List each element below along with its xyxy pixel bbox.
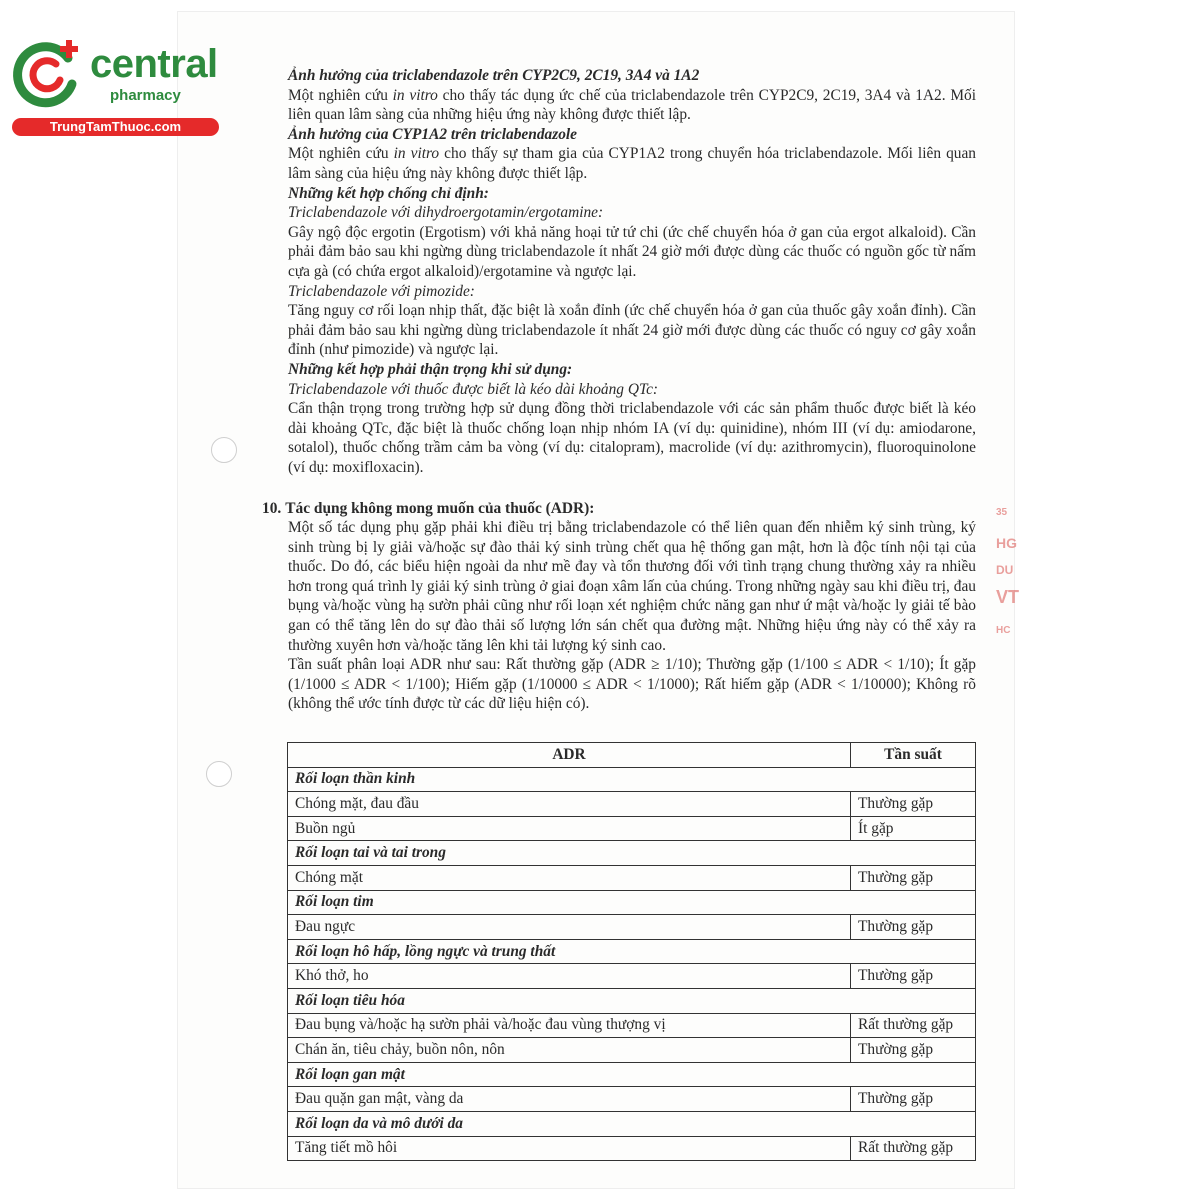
frequency-cell: Thường gặp (851, 1087, 976, 1112)
frequency-cell: Rất thường gặp (851, 1136, 976, 1161)
adr-table (287, 742, 976, 1161)
paragraph (288, 144, 976, 183)
italic-term: in vitro (393, 145, 440, 163)
stamp-fragment: 35 (996, 507, 1008, 518)
category-label: Rối loạn hô hấp, lồng ngực và trung thất (288, 939, 976, 964)
adr-cell: Tăng tiết mồ hôi (288, 1136, 851, 1161)
table-row (288, 1038, 976, 1063)
category-row (288, 1111, 976, 1136)
category-label: Rối loạn tiêu hóa (288, 988, 976, 1013)
table-row (288, 1136, 976, 1161)
interaction-title: Triclabendazole với thuốc được biết là kéo dài khoảng QTc: (288, 380, 659, 398)
category-row (288, 1062, 976, 1087)
logo-sub: pharmacy (110, 87, 181, 104)
adr-cell: Buồn ngủ (288, 816, 851, 841)
table-row (288, 1087, 976, 1112)
table-row (288, 915, 976, 940)
category-label: Rối loạn thần kinh (288, 767, 976, 792)
paragraph: Tăng nguy cơ rối loạn nhịp thất, đặc biệt là xoắn đỉnh (ức chế chuyển hóa ở gan của thuốc gây xoắn đỉnh). Cần phải đảm bảo sau khi ngừng dùng triclabendazole ít nhất 24 giờ mới được dùng các thuốc có nguy cơ gây xoắn đỉnh (như pimozide) và ngược lại. (288, 302, 976, 359)
logo-mark-icon (10, 36, 84, 110)
section-number: 10. (262, 500, 282, 517)
category-label: Rối loạn tai và tai trong (288, 841, 976, 866)
table-row (288, 792, 976, 817)
table-row (288, 964, 976, 989)
adr-cell: Đau bụng và/hoặc hạ sườn phải và/hoặc đau vùng thượng vị (288, 1013, 851, 1038)
paragraph-text: Một nghiên cứu (288, 145, 394, 163)
adr-cell: Chóng mặt, đau đầu (288, 792, 851, 817)
col-header-adr: ADR (288, 743, 851, 768)
table-row (288, 816, 976, 841)
side-stamp (996, 495, 1018, 655)
punch-hole (211, 437, 237, 463)
category-row (288, 988, 976, 1013)
frequency-cell: Thường gặp (851, 1038, 976, 1063)
punch-hole (206, 761, 232, 787)
frequency-cell: Ít gặp (851, 816, 976, 841)
category-label: Rối loạn tim (288, 890, 976, 915)
subheading: Ảnh hưởng của CYP1A2 trên triclabendazole (288, 125, 577, 143)
logo-brand: central (90, 42, 218, 86)
frequency-cell: Thường gặp (851, 865, 976, 890)
frequency-cell: Thường gặp (851, 792, 976, 817)
frequency-cell: Thường gặp (851, 915, 976, 940)
interaction-title: Triclabendazole với dihydroergotamin/ergotamine: (288, 204, 604, 222)
category-row (288, 939, 976, 964)
subheading: Ảnh hưởng của triclabendazole trên CYP2C9, 2C19, 3A4 và 1A2 (288, 67, 700, 84)
frequency-cell: Rất thường gặp (851, 1013, 976, 1038)
paragraph-text: Một nghiên cứu (288, 86, 393, 104)
subheading: Những kết hợp phải thận trọng khi sử dụng: (288, 360, 573, 378)
table-row (288, 865, 976, 890)
paragraph: Cẩn thận trọng trong trường hợp sử dụng đồng thời triclabendazole với các sản phẩm thuốc được biết là kéo dài khoảng QTc, đặc biệt là thuốc chống loạn nhịp nhóm IA (ví dụ: quinidine), nhóm III (ví dụ: amiodarone, sotalol), thuốc chống trầm cảm ba vòng (ví dụ: citalopram), macrolide (ví dụ: azithromycin), fluoroquinolone (ví dụ: moxifloxacin). (288, 400, 976, 476)
category-row (288, 767, 976, 792)
adr-cell: Đau quặn gan mật, vàng da (288, 1087, 851, 1112)
stamp-fragment: DU (996, 563, 1014, 577)
frequency-cell: Thường gặp (851, 964, 976, 989)
paragraph-text: cho thấy sự tham gia của CYP1A2 trong chuyển hóa triclabendazole. Mối liên quan lâm sàng của hiệu ứng này không được thiết lập. (288, 145, 976, 182)
logo-site-url[interactable]: TrungTamThuoc.com (12, 118, 219, 136)
section-heading (262, 500, 598, 518)
interaction-title: Triclabendazole với pimozide: (288, 282, 475, 300)
stamp-fragment: HC (996, 625, 1011, 636)
subheading: Những kết hợp chống chỉ định: (288, 184, 489, 202)
stamp-fragment: VT (996, 587, 1020, 607)
adr-cell: Chóng mặt (288, 865, 851, 890)
paragraph (288, 86, 976, 125)
adr-cell: Khó thở, ho (288, 964, 851, 989)
paragraph: Một số tác dụng phụ gặp phải khi điều trị bằng triclabendazole có thể liên quan đến nhiễm ký sinh trùng, ký sinh trùng bị ly giải và/hoặc sự đào thải ký sinh trùng chết qua hệ thống gan mật, hơn là độc tính nội tại của thuốc. Do đó, các biểu hiện ngoài da như mề đay và tổn thương đối với tình trạng chung thường xảy ra nhiều hơn trong quá trình ly giải ký sinh trùng ở giai đoạn xâm lấn của chúng. Trong những ngày sau khi điều trị, đau bụng và/hoặc vùng hạ sườn phải cũng như rối loạn xét nghiệm chức năng gan như ứ mật và/hoặc ly giải tế bào gan có thể tăng lên do sự đào thải số lượng lớn sán chết qua đường mật. Những hiệu ứng này có thể xảy ra thường xuyên hơn và/hoặc tăng lên khi tải lượng ký sinh cao. (288, 519, 976, 654)
category-row (288, 841, 976, 866)
category-row (288, 890, 976, 915)
category-label: Rối loạn da và mô dưới da (288, 1111, 976, 1136)
italic-term: in vitro (392, 86, 438, 104)
adr-cell: Đau ngực (288, 915, 851, 940)
col-header-frequency: Tần suất (851, 743, 976, 768)
adr-cell: Chán ăn, tiêu chảy, buồn nôn, nôn (288, 1038, 851, 1063)
paragraph-text: cho thấy tác dụng ức chế của triclabendazole trên CYP2C9, 2C19, 3A4 và 1A2. Mối liên quan lâm sàng của những hiệu ứng này không được thiết lập. (288, 86, 976, 124)
adr-intro-text (288, 518, 976, 714)
interactions-text (288, 66, 976, 477)
section-title: Tác dụng không mong muốn của thuốc (ADR): (285, 500, 595, 517)
stamp-fragment: HG (996, 535, 1017, 551)
category-label: Rối loạn gan mật (288, 1062, 976, 1087)
paragraph: Tần suất phân loại ADR như sau: Rất thường gặp (ADR ≥ 1/10); Thường gặp (1/100 ≤ ADR < 1/10); Ít gặp (1/1000 ≤ ADR < 1/100); Hiếm gặp (1/10000 ≤ ADR < 1/1000); Rất hiếm gặp (ADR < 1/10000); Không rõ (không thể ước tính được từ các dữ liệu hiện có). (288, 656, 976, 713)
paragraph: Gây ngộ độc ergotin (Ergotism) với khả năng hoại tử tứ chi (ức chế chuyển hóa ở gan của ergot alkaloid). Cần phải đảm bảo sau khi ngừng dùng triclabendazole ít nhất 24 giờ mới được dùng các thuốc có nguồn gốc từ nấm cựa gà (có chứa ergot alkaloid)/ergotamine và ngược lại. (288, 223, 976, 280)
table-row (288, 1013, 976, 1038)
central-pharmacy-logo[interactable] (10, 36, 218, 136)
